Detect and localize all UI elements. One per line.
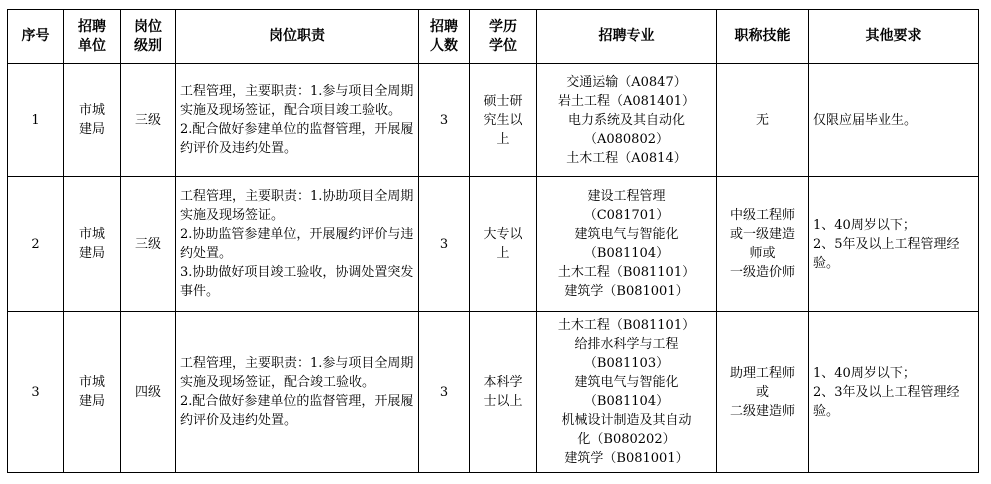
duty-cell: 工程管理，主要职责：1.参与项目全周期实施及现场签证，配合项目竣工验收。 2.配合做好参建单位的监督管理，开展履约评价及违约处置。	[176, 64, 419, 177]
seq-cell: 2	[8, 177, 64, 312]
major-cell: 建设工程管理 （C081701） 建筑电气与智能化 （B081104） 土木工程（B081101） 建筑学（B081001）	[537, 177, 717, 312]
unit-cell: 市城 建局	[64, 177, 121, 312]
degree-cell: 本科学 士以上	[470, 312, 537, 473]
header-degree: 学历 学位	[470, 10, 537, 64]
level-cell: 三级	[121, 64, 176, 177]
unit-cell: 市城 建局	[64, 312, 121, 473]
title-cell: 中级工程师 或一级建造 师或 一级造价师	[717, 177, 809, 312]
other-cell: 仅限应届毕业生。	[809, 64, 979, 177]
seq-cell: 3	[8, 312, 64, 473]
other-cell: 1、40周岁以下； 2、3年及以上工程管理经验。	[809, 312, 979, 473]
table-row	[8, 64, 979, 177]
count-cell: 3	[419, 177, 470, 312]
header-count: 招聘 人数	[419, 10, 470, 64]
count-cell: 3	[419, 64, 470, 177]
table-row	[8, 177, 979, 312]
major-cell: 交通运输（A0847） 岩土工程（A081401） 电力系统及其自动化 （A080802） 土木工程（A0814）	[537, 64, 717, 177]
table-row	[8, 312, 979, 473]
duty-cell: 工程管理，主要职责：1.协助项目全周期实施及现场签证。 2.协助监管参建单位，开展履约评价与违约处置。 3.协助做好项目竣工验收，协调处置突发事件。	[176, 177, 419, 312]
header-seq: 序号	[8, 10, 64, 64]
unit-cell: 市城 建局	[64, 64, 121, 177]
level-cell: 三级	[121, 177, 176, 312]
header-level: 岗位 级别	[121, 10, 176, 64]
degree-cell: 大专以 上	[470, 177, 537, 312]
degree-cell: 硕士研 究生以 上	[470, 64, 537, 177]
other-cell: 1、40周岁以下； 2、5年及以上工程管理经验。	[809, 177, 979, 312]
seq-cell: 1	[8, 64, 64, 177]
level-cell: 四级	[121, 312, 176, 473]
title-cell: 助理工程师 或 二级建造师	[717, 312, 809, 473]
header-major: 招聘专业	[537, 10, 717, 64]
header-duty: 岗位职责	[176, 10, 419, 64]
header-row	[8, 10, 979, 64]
header-unit: 招聘 单位	[64, 10, 121, 64]
count-cell: 3	[419, 312, 470, 473]
header-title: 职称技能	[717, 10, 809, 64]
duty-cell: 工程管理，主要职责：1.参与项目全周期实施及现场签证，配合竣工验收。 2.配合做好参建单位的监督管理，开展履约评价及违约处置。	[176, 312, 419, 473]
recruitment-table	[7, 9, 979, 473]
major-cell: 土木工程（B081101） 给排水科学与工程 （B081103） 建筑电气与智能化 （B081104） 机械设计制造及其自动 化（B080202） 建筑学（B081001）	[537, 312, 717, 473]
title-cell: 无	[717, 64, 809, 177]
header-other: 其他要求	[809, 10, 979, 64]
